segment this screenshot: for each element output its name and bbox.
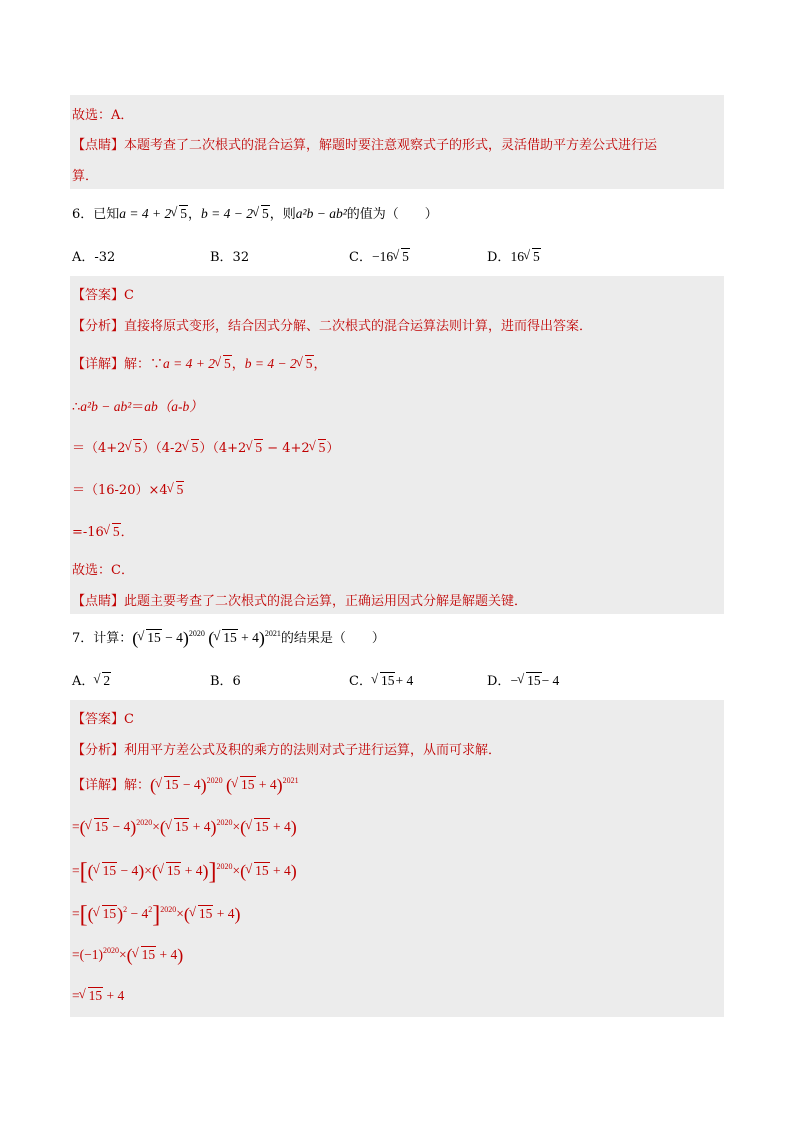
dianjing-tag: 【点睛】 (72, 138, 125, 153)
q6-dianjing: 【点睛】此题主要考查了二次根式的混合运算，正确运用因式分解是解题关键． (72, 594, 528, 609)
question-6-stem (72, 203, 438, 222)
dianjing-5 (72, 134, 657, 153)
q7-fenxi: 【分析】利用平方差公式及积的乘方的法则对式子进行运算，从而可求解． (72, 743, 502, 758)
q7-option-a: A．√ 2 (72, 670, 111, 689)
dianjing-text-1: 本题考查了二次根式的混合运算，解题时要注意观察式子的形式，灵活借助平方差公式进行运 (124, 138, 658, 153)
q7-xiangjie: 【详解】解：(√ 15 − 4)$^{2020}$ (√ 15 + 4)$^{2021}$ (72, 774, 299, 796)
q7-answer: 【答案】C (72, 712, 134, 727)
dianjing-text-2: 算． (72, 169, 99, 184)
q7-step-5: =√ 15 + 4 (72, 988, 124, 1004)
q7-option-c: C．√ 15+ 4 (349, 670, 413, 689)
q6-a-sqrt: √ 5 (171, 206, 188, 222)
q6-option-a: A．-32 (72, 250, 116, 265)
q7-step-2: =[(√ 15 − 4)×(√ 15 + 4)]$^{2020}$×(√ 15 + 4) (72, 859, 297, 886)
q6-fenxi: 【分析】直接将原式变形，结合因式分解、二次根式的混合运算法则计算，进而得出答案． (72, 319, 593, 334)
q6-step-2: ＝（4+2√ 5）（4-2√ 5）（4+2√ 5 − 4+2√ 5） (72, 437, 339, 456)
question-7-stem: 7．计算：(√ 15 − 4)$^{2020}$ (√ 15 + 4)$^{2021}$的结果是（ ） (72, 627, 385, 649)
q6-gu-xuan: 故选：C． (72, 563, 134, 578)
q6-option-c: C．−16√ 5 (349, 246, 410, 265)
q7-step-3: =[(√ $15)^2 - 4^2]^{2020}\times(√$ 15 + 4) (72, 902, 241, 929)
q7-step-4: $=(-1)^{2020}\times(√$ 15 + 4) (72, 945, 183, 966)
q7-option-b: B．6 (210, 674, 241, 689)
gu-xuan-5: 故选：A． (72, 108, 134, 123)
q6-b-sqrt: √ 5 (253, 206, 270, 222)
q6-sep: ， (188, 207, 202, 222)
q7-step-1: =(√ 15 − 4)$^{2020}$×(√ 15 + 4)$^{2020}$×(√ 15 + 4) (72, 817, 297, 838)
q6-step-4: =-16√ 5． (72, 521, 134, 540)
q6-option-b: B．32 (210, 250, 250, 265)
q6-option-d: D．16√ 5 (487, 246, 541, 265)
q6-b-expr: b = 4 − 2 (201, 206, 254, 221)
q6-step-3: ＝（16-20）×4√ 5 (72, 479, 184, 498)
q6-xiangjie: 【详解】解：∵a = 4 + 2√ 5，b = 4 − 2√ 5， (72, 353, 327, 372)
q6-answer: 【答案】C (72, 288, 134, 303)
q6-step-1: ∴a²b − ab²＝ab（a-b） (72, 399, 203, 415)
q6-a-expr: a = 4 + 2 (119, 206, 172, 221)
q6-prefix: 6．已知 (72, 207, 120, 222)
q6-mid: ，则 (269, 207, 296, 222)
q6-target: a²b − ab² (295, 206, 347, 221)
q6-suffix: 的值为（ ） (346, 207, 438, 222)
q7-option-d: D．−√ 15− 4 (487, 670, 559, 689)
